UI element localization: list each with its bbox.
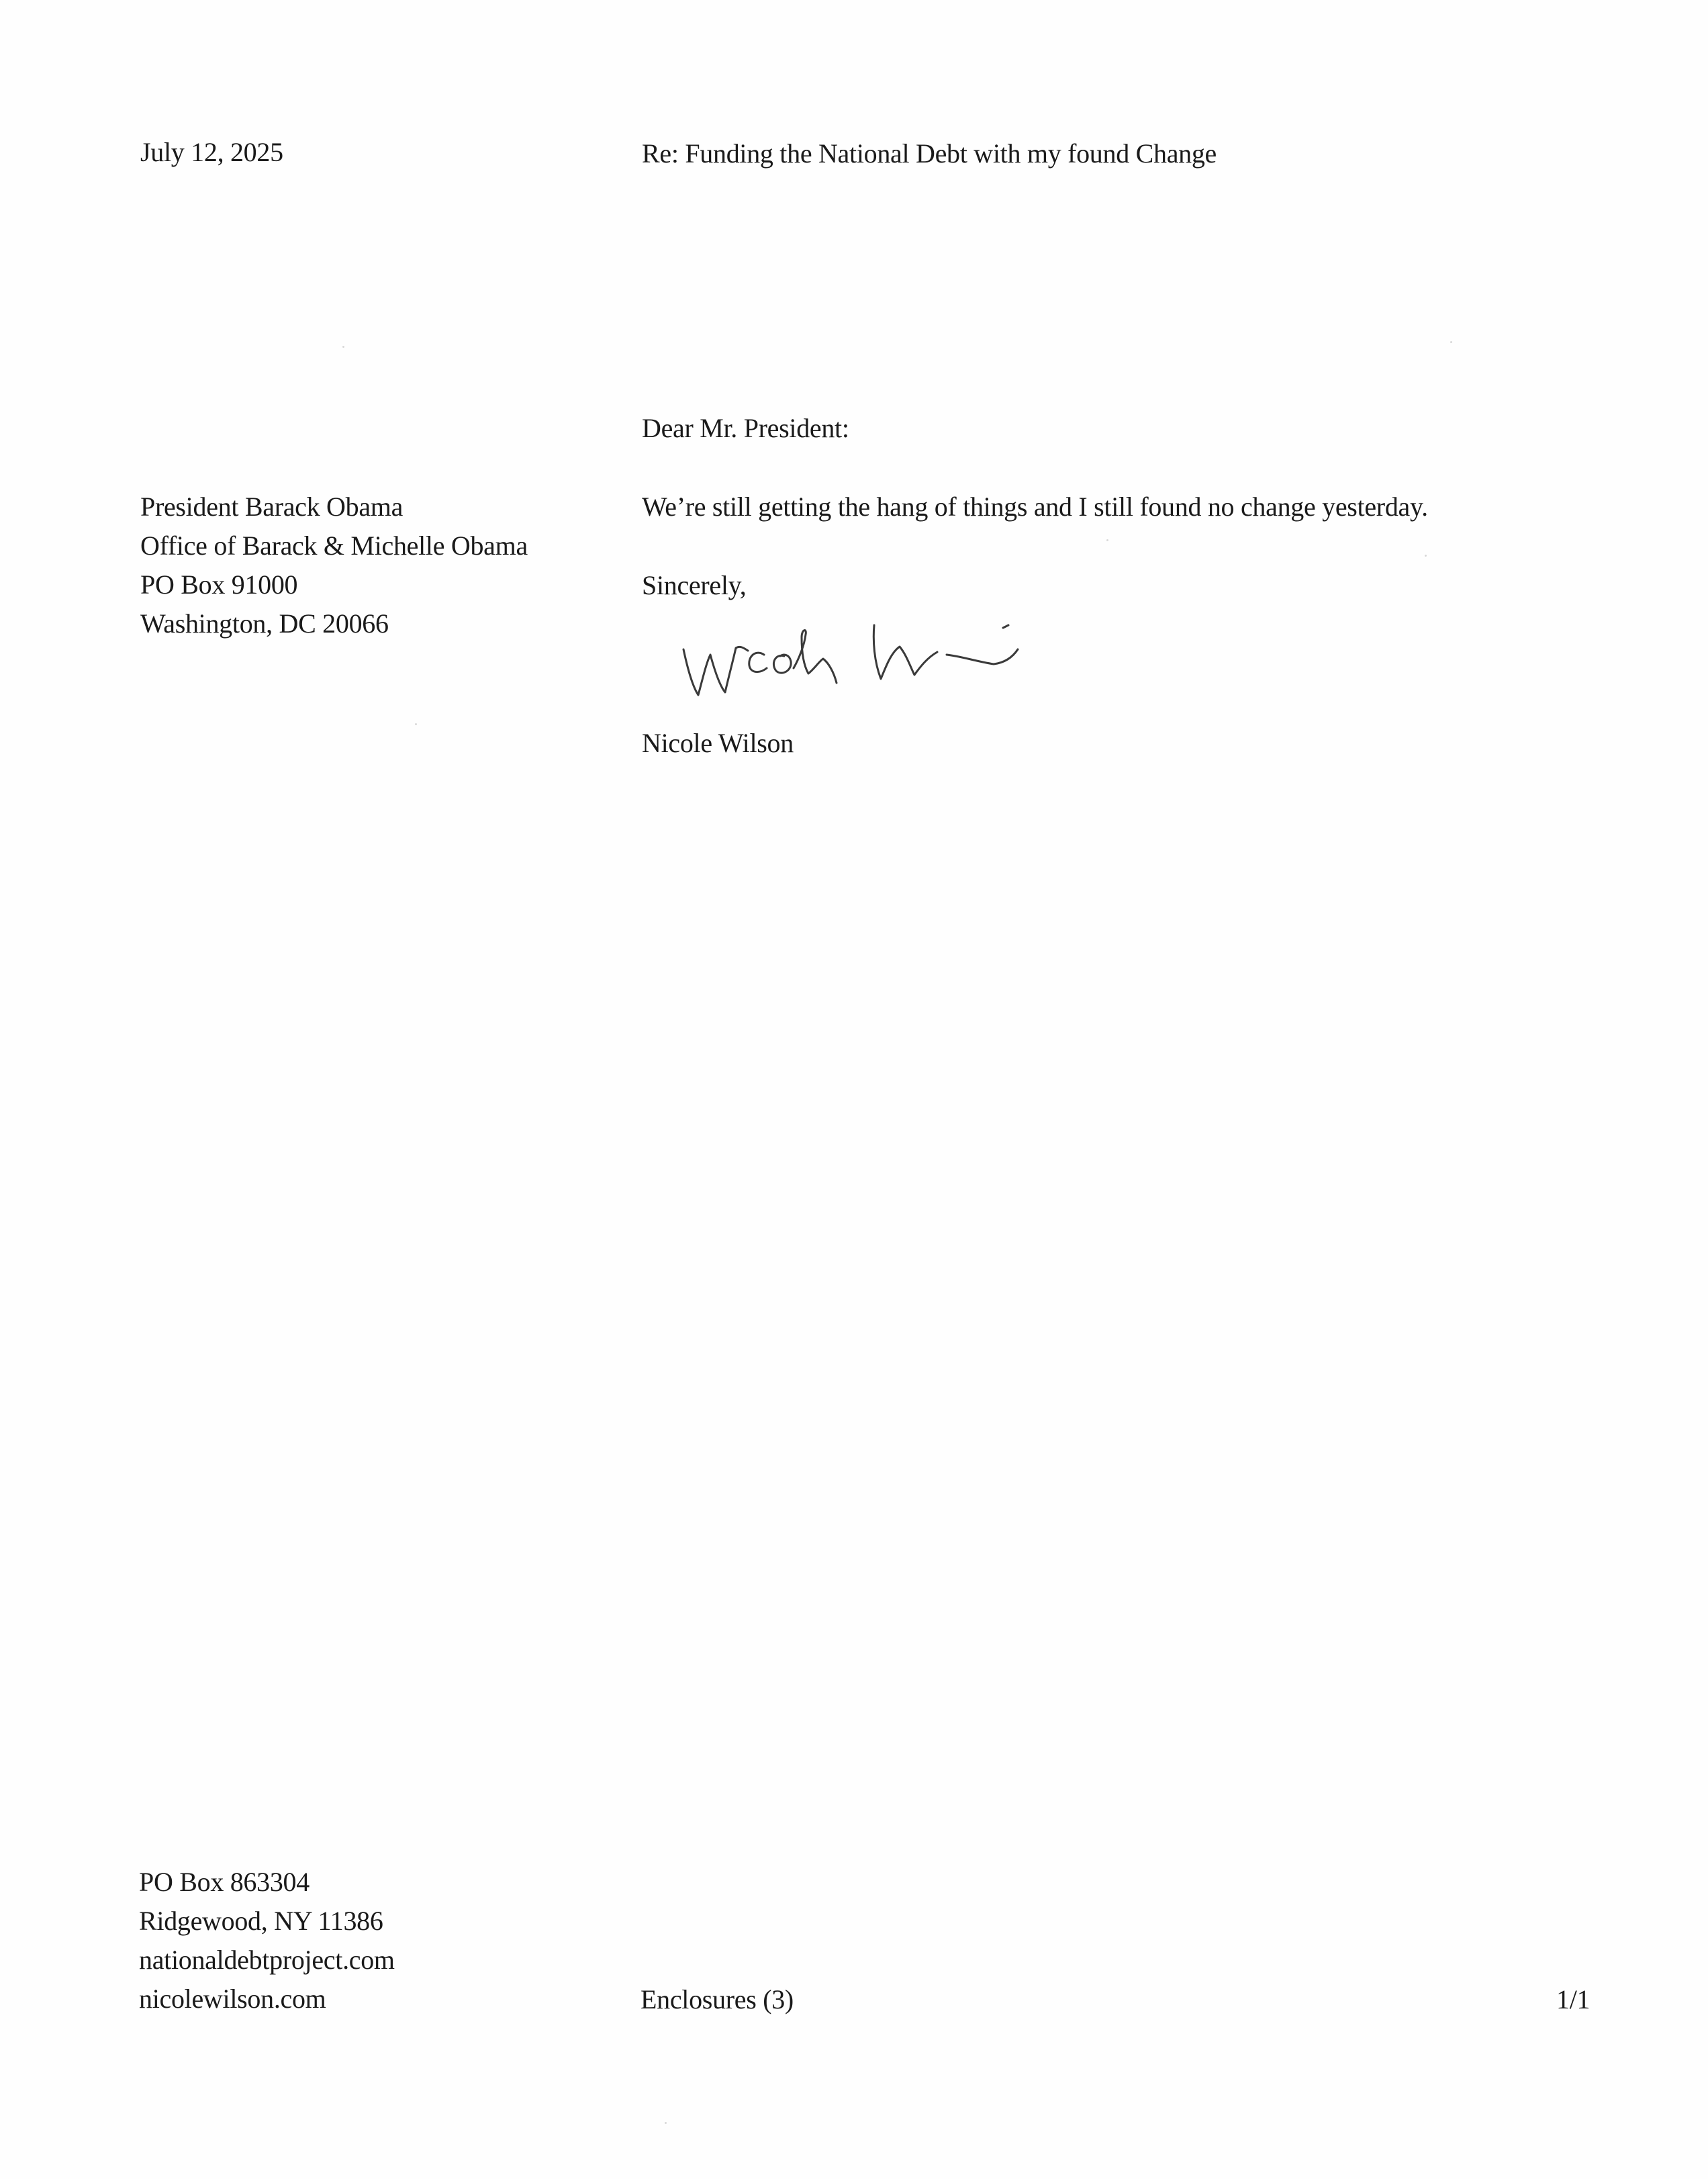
- handwritten-signature-icon: [678, 608, 1027, 708]
- recipient-address: [140, 488, 528, 643]
- scan-speck: [1450, 341, 1452, 343]
- scan-speck: [1425, 555, 1427, 557]
- scan-speck: [342, 346, 344, 348]
- recipient-city-line: Washington, DC 20066: [140, 608, 389, 639]
- salutation: Dear Mr. President:: [642, 413, 849, 443]
- scan-speck: [1106, 539, 1108, 541]
- letter-body: We’re still getting the hang of things and I still found no change yesterday.: [642, 492, 1428, 522]
- enclosures-note: Enclosures (3): [640, 1984, 794, 2014]
- signer-name: Nicole Wilson: [642, 728, 794, 758]
- letter-date: July 12, 2025: [140, 137, 283, 167]
- closing: Sincerely,: [642, 570, 747, 600]
- recipient-name: President Barack Obama: [140, 492, 404, 522]
- scan-speck: [665, 2122, 667, 2124]
- sender-po-box: PO Box 863304: [139, 1867, 310, 1897]
- sender-website-1: nationaldebtproject.com: [139, 1945, 395, 1975]
- scan-speck: [415, 723, 417, 725]
- sender-city-line: Ridgewood, NY 11386: [139, 1906, 383, 1936]
- letter-subject: Re: Funding the National Debt with my found Change: [642, 138, 1217, 169]
- recipient-po-box: PO Box 91000: [140, 569, 298, 600]
- sender-address: [139, 1863, 395, 2019]
- page-number: 1/1: [1556, 1984, 1591, 2014]
- sender-website-2: nicolewilson.com: [139, 1984, 326, 2014]
- recipient-office: Office of Barack & Michelle Obama: [140, 530, 528, 561]
